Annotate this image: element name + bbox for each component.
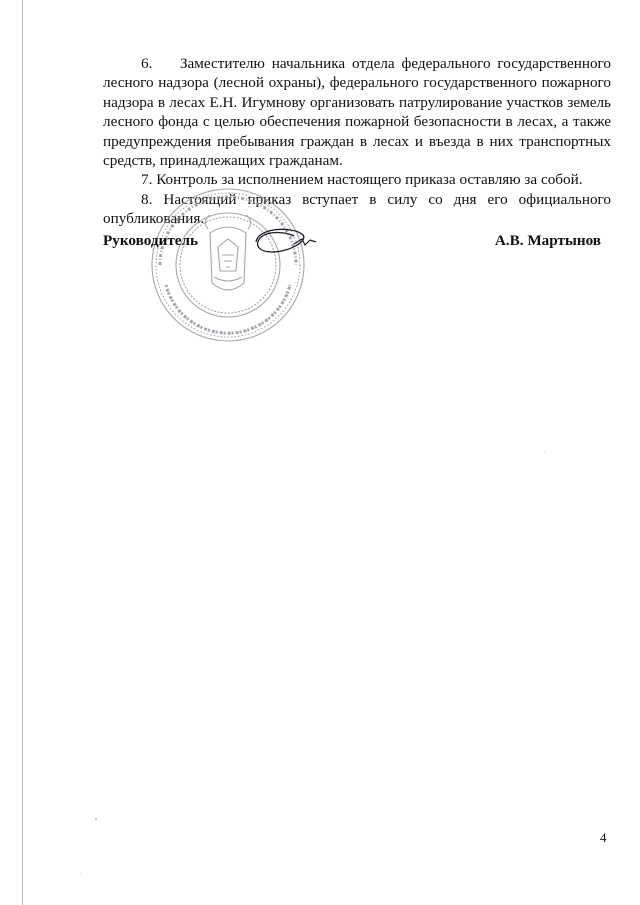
paragraph-number: 8. <box>141 190 153 208</box>
paragraph-text: Заместителю начальника отдела федерального государственного лесного надзора (лесной охраны), федерального государственного пожарного надзора в лесах Е.Н. Игумнову организовать патрулирование участков земель лесного фонда с целью обеспечения пожарной безопасности в лесах, а также предупреждения пребывания граждан в лесах и въезда в них транспортных средств, принадлежащих гражданам. <box>103 55 611 170</box>
page-edge-line <box>22 0 23 905</box>
scan-speck <box>95 818 97 820</box>
paragraph-number: 7. <box>141 171 153 189</box>
paragraph-number: 6. <box>141 55 153 72</box>
paragraph-text: Настоящий приказ вступает в силу со дня его официального опубликования. <box>103 190 611 228</box>
page-number: 4 <box>600 830 607 845</box>
signatory-title: Руководитель <box>103 232 199 249</box>
scan-speck <box>80 873 81 874</box>
paragraph-6 <box>103 54 611 170</box>
paragraph-text: Контроль за исполнением настоящего приказа оставляю за собой. <box>156 171 583 189</box>
official-seal-stamp <box>148 185 308 345</box>
signatory-name: А.В. Мартынов <box>494 232 601 249</box>
handwritten-signature <box>250 222 320 258</box>
scan-speck <box>544 451 545 452</box>
